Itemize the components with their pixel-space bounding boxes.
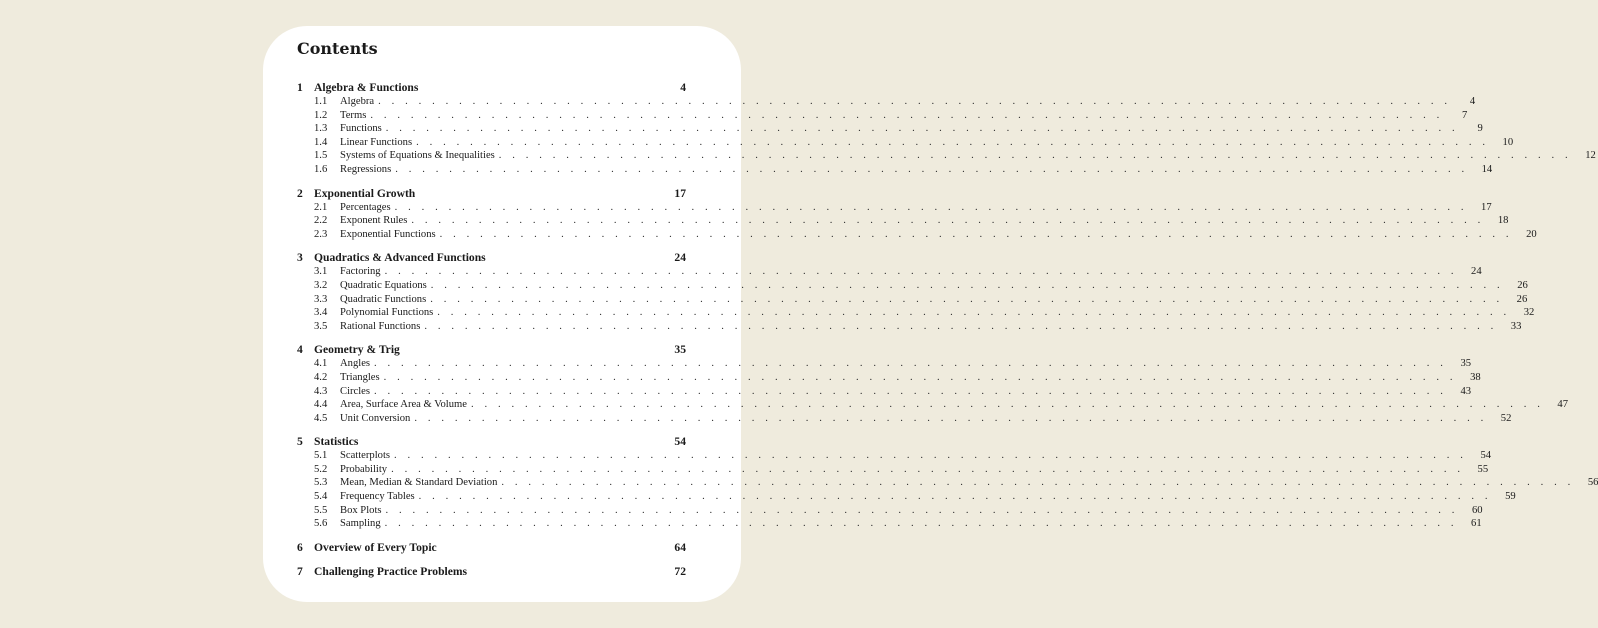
section-entry[interactable] (297, 293, 1528, 307)
section-entry[interactable] (297, 371, 1481, 385)
section-title: Sampling (340, 518, 381, 530)
dot-leader: . . . . . . . . . . . . . . . . . . . . . . . . . . . . . . . . . . . . . . . . . . . . . . . . . . . . . . . . . . . . . . . . . . . . . . . . . . . . . . . . (430, 293, 1504, 305)
section-entry[interactable] (297, 463, 1489, 477)
dot-leader: . . . . . . . . . . . . . . . . . . . . . . . . . . . . . . . . . . . . . . . . . . . . . . . . . . . . . . . . . . . . . . . . . . . . . . . . . . . . . . . . (430, 279, 1504, 291)
section-title: Regressions (340, 163, 392, 175)
chapter-entry[interactable] (297, 80, 686, 95)
section-title: Probability (340, 463, 388, 475)
section-entry[interactable] (297, 398, 1568, 412)
chapter-page-number: 17 (674, 186, 686, 200)
section-number: 1.2 (314, 109, 328, 121)
section-page-number: 33 (1510, 320, 1522, 332)
chapter-entry[interactable] (297, 342, 686, 357)
section-number: 3.1 (314, 266, 328, 278)
chapter-title: Algebra & Functions (314, 81, 419, 94)
chapter-number: 1 (297, 81, 303, 94)
section-number: 4.1 (314, 358, 328, 370)
section-entry[interactable] (297, 149, 1596, 163)
section-title: Systems of Equations & Inequalities (340, 150, 495, 162)
chapter-number: 6 (297, 540, 303, 554)
section-entry[interactable] (297, 279, 1528, 293)
section-number: 2.1 (314, 201, 328, 213)
chapter-page-number: 72 (674, 564, 686, 578)
section-title: Triangles (340, 371, 380, 383)
section-title: Linear Functions (340, 136, 413, 148)
chapter-title: Exponential Growth (314, 186, 416, 200)
section-page-number: 59 (1505, 491, 1516, 503)
section-title: Box Plots (340, 504, 382, 516)
section-title: Algebra (340, 96, 375, 107)
toc-chapter (297, 250, 1535, 333)
section-page-number: 20 (1526, 228, 1537, 240)
section-entry[interactable] (297, 476, 1598, 490)
chapter-number: 7 (297, 564, 303, 578)
section-title: Unit Conversion (340, 412, 411, 424)
dot-leader: . . . . . . . . . . . . . . . . . . . . . . . . . . . . . . . . . . . . . . . . . . . . . . . . . . . . . . . . . . . . . . . . . . . . . . . . . . . . . . . . (384, 518, 1458, 530)
section-page-number: 38 (1470, 371, 1481, 383)
section-number: 1.6 (314, 163, 328, 175)
chapter-number: 5 (297, 435, 303, 449)
section-title: Terms (340, 109, 367, 121)
section-page-number: 55 (1477, 463, 1489, 475)
section-entry[interactable] (297, 504, 1483, 518)
section-title: Polynomial Functions (340, 307, 434, 319)
section-page-number: 32 (1523, 307, 1535, 319)
dot-leader: . . . . . . . . . . . . . . . . . . . . . . . . . . . . . . . . . . . . . . . . . . . . . . . . . . . . . . . . . . . . . . . . . . . . . . . . . . . . . . . . (498, 150, 1572, 162)
section-title: Mean, Median & Standard Deviation (340, 477, 498, 489)
section-page-number: 7 (1462, 109, 1468, 121)
section-page-number: 10 (1502, 136, 1514, 148)
section-page-number: 4 (1469, 96, 1476, 107)
section-entry[interactable] (297, 385, 1472, 399)
toc-chapter (297, 540, 686, 555)
section-page-number: 18 (1497, 215, 1509, 227)
chapter-title: Challenging Practice Problems (314, 564, 468, 578)
section-entry[interactable] (297, 449, 1492, 463)
dot-leader: . . . . . . . . . . . . . . . . . . . . . . . . . . . . . . . . . . . . . . . . . . . . . . . . . . . . . . . . . . . . . . . . . . . . . . . . . . . . . . . . (385, 123, 1459, 135)
dot-leader: . . . . . . . . . . . . . . . . . . . . . . . . . . . . . . . . . . . . . . . . . . . . . . . . . . . . . . . . . . . . . . . . . . . . . . . . . . . . . . . . (411, 215, 1485, 227)
section-number: 3.2 (314, 279, 328, 291)
section-entry[interactable] (297, 320, 1522, 334)
dot-leader: . . . . . . . . . . . . . . . . . . . . . . . . . . . . . . . . . . . . . . . . . . . . . . . . . . . . . . . . . . . . . . . . . . . . . . . . . . . . . . . . (384, 266, 1458, 278)
chapter-page-number: 24 (674, 251, 686, 265)
section-entry[interactable] (297, 163, 1493, 177)
section-page-number: 17 (1481, 201, 1492, 213)
dot-leader: . . . . . . . . . . . . . . . . . . . . . . . . . . . . . . . . . . . . . . . . . . . . . . . . . . . . . . . . . . . . . . . . . . . . . . . . . . . . . . . . (383, 371, 1457, 383)
toc-chapter (297, 80, 1596, 177)
toc-chapter (297, 342, 1568, 425)
section-title: Functions (340, 123, 382, 135)
section-number: 5.1 (314, 450, 328, 462)
section-page-number: 56 (1587, 477, 1598, 489)
dot-leader: . . . . . . . . . . . . . . . . . . . . . . . . . . . . . . . . . . . . . . . . . . . . . . . . . . . . . . . . . . . . . . . . . . . . . . . . . . . . . . . . (374, 385, 1448, 397)
section-entry[interactable] (297, 109, 1468, 123)
chapter-number: 4 (297, 343, 303, 357)
section-page-number: 61 (1471, 518, 1482, 530)
chapter-entry[interactable] (297, 540, 686, 555)
toc-chapter (297, 186, 1537, 242)
section-entry[interactable] (297, 490, 1516, 504)
dot-leader: . . . . . . . . . . . . . . . . . . . . . . . . . . . . . . . . . . . . . . . . . . . . . . . . . . . . . . . . . . . . . . . . . . . . . . . . . . . . . . . . (414, 412, 1488, 424)
section-number: 3.3 (314, 293, 328, 305)
chapter-number: 3 (297, 251, 303, 265)
dot-leader: . . . . . . . . . . . . . . . . . . . . . . . . . . . . . . . . . . . . . . . . . . . . . . . . . . . . . . . . . . . . . . . . . . . . . . . . . . . . . . . . (416, 136, 1490, 148)
section-title: Quadratic Functions (340, 293, 427, 305)
section-number: 3.4 (314, 307, 328, 319)
dot-leader: . . . . . . . . . . . . . . . . . . . . . . . . . . . . . . . . . . . . . . . . . . . . . . . . . . . . . . . . . . . . . . . . . . . . . . . . . . . . . . . . (439, 228, 1513, 240)
section-title: Circles (340, 385, 371, 397)
chapter-entry[interactable] (297, 186, 686, 201)
section-page-number: 35 (1460, 358, 1472, 370)
section-page-number: 43 (1460, 385, 1472, 397)
dot-leader: . . . . . . . . . . . . . . . . . . . . . . . . . . . . . . . . . . . . . . . . . . . . . . . . . . . . . . . . . . . . . . . . . . . . . . . . . . . . . . . . (374, 358, 1448, 370)
chapter-page-number: 4 (680, 81, 686, 94)
section-page-number: 52 (1500, 412, 1512, 424)
section-number: 4.5 (314, 412, 328, 424)
section-entry[interactable] (297, 357, 1472, 371)
section-number: 2.2 (314, 215, 328, 227)
section-page-number: 60 (1471, 504, 1483, 516)
section-entry[interactable] (297, 136, 1514, 150)
section-number: 2.3 (314, 228, 328, 240)
section-number: 4.3 (314, 385, 328, 397)
section-number: 1.1 (314, 96, 328, 107)
section-entry[interactable] (297, 95, 1476, 109)
dot-leader: . . . . . . . . . . . . . . . . . . . . . . . . . . . . . . . . . . . . . . . . . . . . . . . . . . . . . . . . . . . . . . . . . . . . . . . . . . . . . . . . (501, 477, 1575, 489)
section-page-number: 47 (1557, 399, 1568, 411)
section-entry[interactable] (297, 517, 1482, 531)
page-title: Contents (297, 39, 378, 58)
chapter-page-number: 54 (674, 435, 686, 449)
section-title: Frequency Tables (340, 491, 415, 503)
chapter-entry[interactable] (297, 564, 686, 579)
dot-leader: . . . . . . . . . . . . . . . . . . . . . . . . . . . . . . . . . . . . . . . . . . . . . . . . . . . . . . . . . . . . . . . . . . . . . . . . . . . . . . . . (394, 201, 1468, 213)
dot-leader: . . . . . . . . . . . . . . . . . . . . . . . . . . . . . . . . . . . . . . . . . . . . . . . . . . . . . . . . . . . . . . . . . . . . . . . . . . . . . . . . (470, 399, 1544, 411)
section-title: Area, Surface Area & Volume (340, 399, 467, 411)
chapter-page-number: 64 (674, 540, 686, 554)
section-number: 5.4 (314, 491, 328, 503)
section-page-number: 24 (1471, 266, 1482, 278)
chapter-entry[interactable] (297, 434, 686, 449)
section-number: 3.5 (314, 320, 328, 332)
section-number: 1.4 (314, 136, 328, 148)
section-number: 4.2 (314, 371, 328, 383)
section-title: Quadratic Equations (340, 279, 427, 291)
section-page-number: 9 (1477, 123, 1483, 135)
section-title: Angles (340, 358, 371, 370)
section-page-number: 14 (1481, 163, 1493, 175)
table-of-contents (297, 80, 1598, 579)
section-title: Factoring (340, 266, 381, 278)
section-number: 1.5 (314, 150, 328, 162)
section-number: 1.3 (314, 123, 328, 135)
section-title: Exponential Functions (340, 228, 436, 240)
section-page-number: 26 (1517, 279, 1528, 291)
section-entry[interactable] (297, 265, 1482, 279)
chapter-title: Geometry & Trig (314, 343, 400, 357)
section-entry[interactable] (297, 214, 1509, 228)
section-page-number: 26 (1516, 293, 1528, 305)
section-number: 5.3 (314, 477, 328, 489)
dot-leader: . . . . . . . . . . . . . . . . . . . . . . . . . . . . . . . . . . . . . . . . . . . . . . . . . . . . . . . . . . . . . . . . . . . . . . . . . . . . . . . . (378, 96, 1452, 107)
dot-leader: . . . . . . . . . . . . . . . . . . . . . . . . . . . . . . . . . . . . . . . . . . . . . . . . . . . . . . . . . . . . . . . . . . . . . . . . . . . . . . . . (370, 109, 1444, 121)
dot-leader: . . . . . . . . . . . . . . . . . . . . . . . . . . . . . . . . . . . . . . . . . . . . . . . . . . . . . . . . . . . . . . . . . . . . . . . . . . . . . . . . (391, 463, 1465, 475)
section-title: Exponent Rules (340, 215, 408, 227)
section-number: 5.2 (314, 463, 328, 475)
chapter-title: Overview of Every Topic (314, 540, 437, 554)
section-number: 4.4 (314, 399, 328, 411)
dot-leader: . . . . . . . . . . . . . . . . . . . . . . . . . . . . . . . . . . . . . . . . . . . . . . . . . . . . . . . . . . . . . . . . . . . . . . . . . . . . . . . . (418, 491, 1492, 503)
dot-leader: . . . . . . . . . . . . . . . . . . . . . . . . . . . . . . . . . . . . . . . . . . . . . . . . . . . . . . . . . . . . . . . . . . . . . . . . . . . . . . . . (395, 163, 1469, 175)
chapter-title: Quadratics & Advanced Functions (314, 251, 486, 265)
section-number: 5.6 (314, 518, 328, 530)
section-page-number: 12 (1585, 150, 1596, 162)
section-title: Scatterplots (340, 450, 391, 462)
section-entry[interactable] (297, 201, 1492, 215)
document-page (263, 26, 1598, 602)
section-page-number: 54 (1480, 450, 1492, 462)
dot-leader: . . . . . . . . . . . . . . . . . . . . . . . . . . . . . . . . . . . . . . . . . . . . . . . . . . . . . . . . . . . . . . . . . . . . . . . . . . . . . . . . (385, 504, 1459, 516)
chapter-title: Statistics (314, 435, 359, 449)
chapter-entry[interactable] (297, 250, 686, 265)
section-entry[interactable] (297, 228, 1537, 242)
section-entry[interactable] (297, 412, 1512, 426)
section-entry[interactable] (297, 122, 1483, 136)
section-number: 5.5 (314, 504, 328, 516)
section-entry[interactable] (297, 306, 1535, 320)
toc-chapter (297, 434, 1598, 531)
dot-leader: . . . . . . . . . . . . . . . . . . . . . . . . . . . . . . . . . . . . . . . . . . . . . . . . . . . . . . . . . . . . . . . . . . . . . . . . . . . . . . . . (394, 450, 1468, 462)
section-title: Rational Functions (340, 320, 421, 332)
chapter-page-number: 35 (674, 343, 686, 357)
chapter-number: 2 (297, 186, 303, 200)
toc-chapter (297, 564, 686, 579)
section-title: Percentages (340, 201, 391, 213)
dot-leader: . . . . . . . . . . . . . . . . . . . . . . . . . . . . . . . . . . . . . . . . . . . . . . . . . . . . . . . . . . . . . . . . . . . . . . . . . . . . . . . . (424, 320, 1498, 332)
dot-leader: . . . . . . . . . . . . . . . . . . . . . . . . . . . . . . . . . . . . . . . . . . . . . . . . . . . . . . . . . . . . . . . . . . . . . . . . . . . . . . . . (437, 307, 1511, 319)
